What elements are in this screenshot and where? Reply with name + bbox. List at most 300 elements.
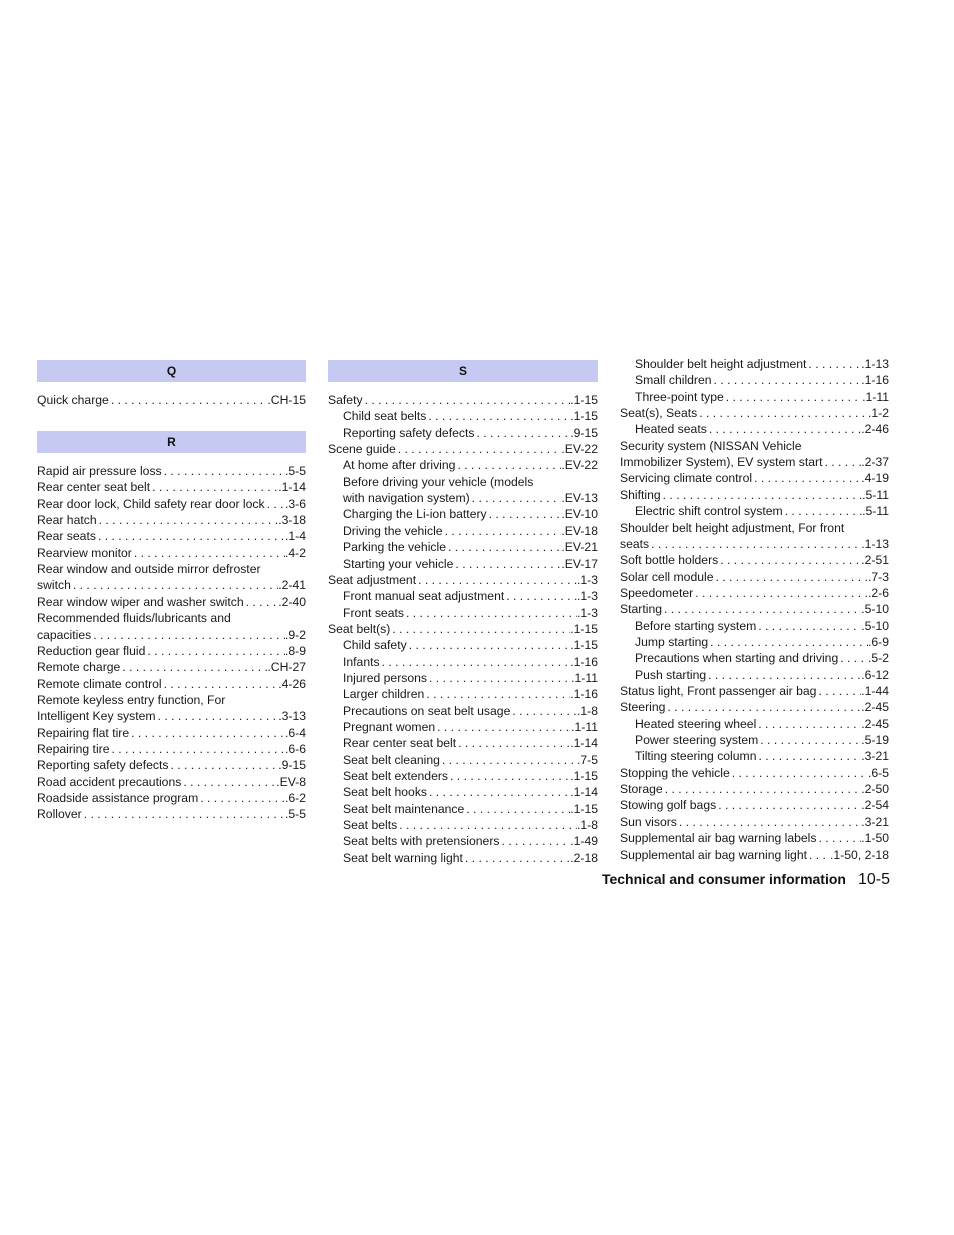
index-entry <box>37 496 306 512</box>
index-entry <box>343 539 598 555</box>
index-entry <box>635 372 889 388</box>
index-entry <box>343 556 598 572</box>
index-entry <box>620 814 889 830</box>
dot-leader <box>435 719 571 735</box>
dot-leader <box>716 797 861 813</box>
entry-page-ref: .1-8 <box>576 818 598 832</box>
entry-page-ref: .7-5 <box>576 753 598 767</box>
entry-label: Recommended fluids/lubricants and <box>37 611 231 625</box>
index-entry <box>620 470 889 486</box>
entry-page-ref: .1-49 <box>570 834 598 848</box>
index-entry <box>343 752 598 768</box>
entry-label: Rear center seat belt <box>343 736 457 750</box>
index-entry <box>620 552 889 568</box>
entry-page-ref: .1-16 <box>570 687 598 701</box>
dot-leader <box>397 817 577 833</box>
dot-leader <box>156 708 279 724</box>
entry-label: Security system (NISSAN Vehicle <box>620 439 802 453</box>
entry-label: Seat belt cleaning <box>343 753 440 767</box>
entry-label: Reporting safety defects <box>37 758 169 772</box>
dot-leader <box>662 601 861 617</box>
dot-leader <box>181 774 276 790</box>
dot-leader <box>396 441 562 457</box>
index-entry <box>343 637 598 653</box>
index-entry <box>37 512 306 528</box>
page-footer <box>560 871 890 891</box>
entry-label: Intelligent Key system <box>37 709 156 723</box>
entry-label: switch <box>37 578 71 592</box>
index-entry <box>37 659 306 675</box>
entry-page-ref: .1-50 <box>861 831 889 845</box>
entry-label: Precautions when starting and driving <box>635 651 839 665</box>
index-entry <box>37 594 306 610</box>
entry-label: Larger children <box>343 687 425 701</box>
dot-leader <box>707 421 861 437</box>
entry-label: Rear hatch <box>37 513 97 527</box>
index-entry <box>37 545 306 561</box>
dot-leader <box>97 512 279 528</box>
dot-leader <box>470 490 562 506</box>
dot-leader <box>752 470 861 486</box>
entry-page-ref: .9-15 <box>570 426 598 440</box>
entry-page-ref: .1-15 <box>570 802 598 816</box>
entry-label: Precautions on seat belt usage <box>343 704 511 718</box>
index-entry <box>343 588 598 604</box>
entry-label: Solar cell module <box>620 570 714 584</box>
entry-page-ref: .1-3 <box>576 589 598 603</box>
entry-label: Seat belts <box>343 818 398 832</box>
entry-label: Seat belt hooks <box>343 785 428 799</box>
entry-page-ref: .1-15 <box>570 638 598 652</box>
entry-page-ref: .2-45 <box>861 700 889 714</box>
dot-leader <box>168 757 278 773</box>
dot-leader <box>665 699 861 715</box>
index-entry <box>620 683 889 699</box>
entry-label: Immobilizer System), EV system start <box>620 455 823 469</box>
index-entry <box>620 520 889 536</box>
entry-page-ref: .2-6 <box>867 586 889 600</box>
index-entry <box>620 405 889 421</box>
entry-page-ref: .EV-22 <box>561 458 598 472</box>
entry-label: Rapid air pressure loss <box>37 464 162 478</box>
dot-leader <box>807 847 830 863</box>
dot-leader <box>440 752 577 768</box>
dot-leader <box>663 781 862 797</box>
entry-page-ref: .9-2 <box>284 628 306 642</box>
dot-leader <box>424 686 570 702</box>
dot-leader <box>718 552 861 568</box>
entry-page-ref: .6-5 <box>867 766 889 780</box>
entry-page-ref: .5-5 <box>284 464 306 478</box>
entry-label: Soft bottle holders <box>620 553 719 567</box>
entry-label: Stowing golf bags <box>620 798 717 812</box>
entry-page-ref: .2-46 <box>861 422 889 436</box>
index-entry <box>635 716 889 732</box>
entry-label: Driving the vehicle <box>343 524 443 538</box>
entry-page-ref: .2-18 <box>570 851 598 865</box>
section-header-q: Q <box>37 360 306 382</box>
dot-leader <box>145 643 285 659</box>
dot-leader <box>448 768 570 784</box>
index-entry <box>343 817 598 833</box>
index-entry <box>37 577 306 593</box>
entry-label: Seat belt extenders <box>343 769 449 783</box>
entry-label: Rear seats <box>37 529 96 543</box>
entry-label: Seat belts with pretensioners <box>343 834 500 848</box>
entry-label: Power steering system <box>635 733 759 747</box>
index-entry <box>635 732 889 748</box>
index-entry <box>343 605 598 621</box>
dot-leader <box>363 392 571 408</box>
index-entry <box>37 757 306 773</box>
entry-label: Injured persons <box>343 671 428 685</box>
entry-page-ref: .2-40 <box>278 595 306 609</box>
entry-label: Starting <box>620 602 663 616</box>
dot-leader <box>758 732 861 748</box>
index-entry <box>328 621 598 637</box>
entry-label: Electric shift control system <box>635 504 783 518</box>
entry-page-ref: .1-3 <box>576 606 598 620</box>
entry-page-ref: .1-11 <box>571 720 598 734</box>
entry-label: Starting your vehicle <box>343 557 454 571</box>
index-entry <box>328 572 598 588</box>
index-entry <box>635 503 889 519</box>
entry-page-ref: .2-50 <box>861 782 889 796</box>
index-entry <box>343 850 598 866</box>
entry-label: Scene guide <box>328 442 396 456</box>
index-entry <box>343 686 598 702</box>
entry-page-ref: .3-18 <box>278 513 306 527</box>
dot-leader <box>510 703 577 719</box>
dot-leader <box>109 392 268 408</box>
dot-leader <box>407 637 571 653</box>
entry-page-ref: .4-26 <box>278 677 306 691</box>
entry-page-ref: .5-5 <box>284 807 306 821</box>
dot-leader <box>244 594 279 610</box>
entry-label: Front seats <box>343 606 404 620</box>
entry-page-ref: .6-6 <box>284 742 306 756</box>
entry-label: Repairing tire <box>37 742 110 756</box>
dot-leader <box>504 588 577 604</box>
entry-label: Speedometer <box>620 586 694 600</box>
entry-page-ref: .3-6 <box>284 497 306 511</box>
index-entry <box>635 748 889 764</box>
dot-leader <box>453 556 561 572</box>
entry-page-ref: .1-50, 2-18 <box>830 848 889 862</box>
dot-leader <box>756 618 861 634</box>
entry-label: Servicing climate control <box>620 471 753 485</box>
entry-page-ref: .6-2 <box>284 791 306 805</box>
dot-leader <box>783 503 862 519</box>
index-entry <box>343 506 598 522</box>
entry-page-ref: .1-13 <box>861 357 889 371</box>
entry-page-ref: .6-12 <box>861 668 889 682</box>
entry-page-ref: .5-2 <box>867 651 889 665</box>
dot-leader <box>838 650 868 666</box>
dot-leader <box>463 850 570 866</box>
index-entry <box>635 667 889 683</box>
dot-leader <box>446 539 561 555</box>
index-entry <box>343 735 598 751</box>
index-entry <box>328 392 598 408</box>
entry-label: Seat belt warning light <box>343 851 463 865</box>
entry-label: Child safety <box>343 638 407 652</box>
dot-leader <box>150 479 278 495</box>
index-entry <box>635 650 889 666</box>
entry-page-ref: .5-11 <box>862 488 889 502</box>
entry-label: Shifting <box>620 488 661 502</box>
index-entry <box>620 438 889 454</box>
entry-page-ref: .CH-15 <box>267 393 306 407</box>
dot-leader <box>661 487 862 503</box>
entry-label: Seat(s), Seats <box>620 406 698 420</box>
entry-label: Quick charge <box>37 393 109 407</box>
entry-label: Child seat belts <box>343 409 427 423</box>
index-entry <box>635 634 889 650</box>
entry-label: Pregnant women <box>343 720 436 734</box>
entry-label: Parking the vehicle <box>343 540 446 554</box>
entry-page-ref: .1-14 <box>278 480 306 494</box>
entry-label: Sun visors <box>620 815 677 829</box>
entry-page-ref: .5-10 <box>861 619 889 633</box>
dot-leader <box>91 627 285 643</box>
entry-label: Reduction gear fluid <box>37 644 146 658</box>
entry-page-ref: .1-11 <box>862 390 889 404</box>
dot-leader <box>730 765 868 781</box>
dot-leader <box>724 389 862 405</box>
entry-label: Remote charge <box>37 660 121 674</box>
dot-leader <box>708 634 868 650</box>
section-header-s: S <box>328 360 598 382</box>
entry-page-ref: .9-15 <box>278 758 306 772</box>
dot-leader <box>427 670 571 686</box>
entry-label: Before starting system <box>635 619 757 633</box>
entry-page-ref: .EV-22 <box>561 442 598 456</box>
dot-leader <box>390 621 570 637</box>
dot-leader <box>443 523 562 539</box>
entry-page-ref: .1-14 <box>570 736 598 750</box>
dot-leader <box>806 356 861 372</box>
entry-page-ref: .4-19 <box>861 471 889 485</box>
entry-page-ref: .2-41 <box>278 578 306 592</box>
entry-page-ref: .4-2 <box>284 546 306 560</box>
dot-leader <box>380 654 571 670</box>
entry-label: Front manual seat adjustment <box>343 589 505 603</box>
entry-page-ref: .2-54 <box>861 798 889 812</box>
dot-leader <box>109 741 285 757</box>
dot-leader <box>455 457 561 473</box>
entry-label: Steering <box>620 700 666 714</box>
dot-leader <box>162 676 279 692</box>
index-entry <box>343 801 598 817</box>
entry-page-ref: .1-4 <box>284 529 306 543</box>
index-entry <box>343 833 598 849</box>
dot-leader <box>82 806 285 822</box>
index-entry <box>635 618 889 634</box>
entry-page-ref: .EV-21 <box>561 540 598 554</box>
entry-label: Seat belt(s) <box>328 622 391 636</box>
index-entry <box>343 408 598 424</box>
entry-page-ref: .1-2 <box>867 406 889 420</box>
entry-label: Remote climate control <box>37 677 162 691</box>
dot-leader <box>132 545 285 561</box>
index-entry <box>620 797 889 813</box>
entry-label: Rollover <box>37 807 82 821</box>
index-entry <box>343 523 598 539</box>
entry-label: Storage <box>620 782 663 796</box>
entry-page-ref: .2-51 <box>861 553 889 567</box>
entry-label: Before driving your vehicle (models <box>343 475 534 489</box>
entry-label: Rear window wiper and washer switch <box>37 595 244 609</box>
entry-page-ref: .1-16 <box>570 655 598 669</box>
dot-leader <box>96 528 285 544</box>
dot-leader <box>822 454 861 470</box>
entry-label: Push starting <box>635 668 707 682</box>
index-entry <box>620 699 889 715</box>
index-entry <box>343 457 598 473</box>
entry-label: Stopping the vehicle <box>620 766 730 780</box>
index-entry <box>328 441 598 457</box>
dot-leader <box>265 496 285 512</box>
index-entry <box>37 643 306 659</box>
index-entry <box>620 569 889 585</box>
entry-page-ref: .EV-13 <box>561 491 598 505</box>
index-entry <box>620 454 889 470</box>
dot-leader <box>416 572 577 588</box>
index-entry <box>620 585 889 601</box>
entry-page-ref: .1-8 <box>576 704 598 718</box>
index-entry <box>37 463 306 479</box>
entry-label: Infants <box>343 655 380 669</box>
index-entry <box>37 790 306 806</box>
entry-page-ref: .3-13 <box>278 709 306 723</box>
dot-leader <box>427 784 570 800</box>
section-header-r: R <box>37 431 306 453</box>
entry-label: Shoulder belt height adjustment, For front <box>620 521 845 535</box>
entry-page-ref: .EV-17 <box>561 557 598 571</box>
entry-page-ref: .1-44 <box>861 684 889 698</box>
index-entry <box>343 768 598 784</box>
index-entry <box>343 425 598 441</box>
entry-label: Repairing flat tire <box>37 726 130 740</box>
index-entry <box>620 847 889 863</box>
entry-label: Seat belt maintenance <box>343 802 465 816</box>
dot-leader <box>404 605 577 621</box>
index-entry <box>37 528 306 544</box>
dot-leader <box>713 569 868 585</box>
entry-label: Rearview monitor <box>37 546 132 560</box>
entry-page-ref: .2-37 <box>861 455 889 469</box>
dot-leader <box>649 536 861 552</box>
dot-leader <box>693 585 868 601</box>
entry-page-ref: .5-11 <box>862 504 889 518</box>
entry-page-ref: .5-10 <box>861 602 889 616</box>
index-entry <box>37 392 306 408</box>
entry-label: Supplemental air bag warning light <box>620 848 807 862</box>
footer-section-title: Technical and consumer information <box>601 871 846 887</box>
entry-label: Charging the Li-ion battery <box>343 507 487 521</box>
index-entry <box>620 487 889 503</box>
index-entry <box>343 654 598 670</box>
entry-label: Seat adjustment <box>328 573 417 587</box>
dot-leader <box>464 801 570 817</box>
index-entry <box>343 784 598 800</box>
dot-leader <box>677 814 861 830</box>
entry-page-ref: .8-9 <box>284 644 306 658</box>
index-entry <box>37 676 306 692</box>
index-entry <box>37 708 306 724</box>
entry-page-ref: .1-11 <box>571 671 598 685</box>
entry-page-ref: .1-14 <box>570 785 598 799</box>
index-entry <box>37 627 306 643</box>
entry-page-ref: .1-16 <box>861 373 889 387</box>
entry-label: capacities <box>37 628 92 642</box>
entry-label: Shoulder belt height adjustment <box>635 357 807 371</box>
index-entry <box>37 806 306 822</box>
entry-page-ref: .EV-8 <box>276 775 306 789</box>
entry-label: Road accident precautions <box>37 775 182 789</box>
entry-label: seats <box>620 537 650 551</box>
index-entry <box>635 389 889 405</box>
entry-page-ref: .3-21 <box>861 815 889 829</box>
dot-leader <box>198 790 285 806</box>
dot-leader <box>487 506 562 522</box>
entry-label: Status light, Front passenger air bag <box>620 684 817 698</box>
index-entry <box>37 479 306 495</box>
dot-leader <box>426 408 570 424</box>
entry-page-ref: .1-15 <box>570 393 598 407</box>
entry-label: Small children <box>635 373 712 387</box>
index-entry <box>37 741 306 757</box>
entry-label: Tilting steering column <box>635 749 757 763</box>
entry-page-ref: .CH-27 <box>267 660 306 674</box>
index-entry <box>37 610 306 626</box>
index-entry <box>37 561 306 577</box>
entry-label: Jump starting <box>635 635 709 649</box>
entry-page-ref: .6-4 <box>284 726 306 740</box>
index-entry <box>343 703 598 719</box>
entry-label: Supplemental air bag warning labels <box>620 831 817 845</box>
entry-page-ref: .1-13 <box>861 537 889 551</box>
dot-leader <box>697 405 868 421</box>
entry-label: Roadside assistance program <box>37 791 199 805</box>
index-entry <box>620 830 889 846</box>
dot-leader <box>162 463 285 479</box>
index-entry <box>635 421 889 437</box>
index-entry <box>635 356 889 372</box>
index-entry <box>37 774 306 790</box>
dot-leader <box>756 748 861 764</box>
entry-label: Rear center seat belt <box>37 480 151 494</box>
entry-page-ref: .7-3 <box>867 570 889 584</box>
entry-label: with navigation system) <box>343 491 470 505</box>
index-entry <box>343 670 598 686</box>
dot-leader <box>706 667 861 683</box>
entry-label: Safety <box>328 393 363 407</box>
entry-page-ref: .EV-18 <box>561 524 598 538</box>
index-entry <box>343 490 598 506</box>
index-entry <box>620 601 889 617</box>
dot-leader <box>456 735 570 751</box>
entry-label: Three-point type <box>635 390 724 404</box>
entry-page-ref: .2-45 <box>861 717 889 731</box>
entry-page-ref: .6-9 <box>867 635 889 649</box>
index-entry <box>37 692 306 708</box>
dot-leader <box>129 725 285 741</box>
entry-page-ref: .3-21 <box>861 749 889 763</box>
entry-page-ref: .1-15 <box>570 409 598 423</box>
dot-leader <box>712 372 862 388</box>
